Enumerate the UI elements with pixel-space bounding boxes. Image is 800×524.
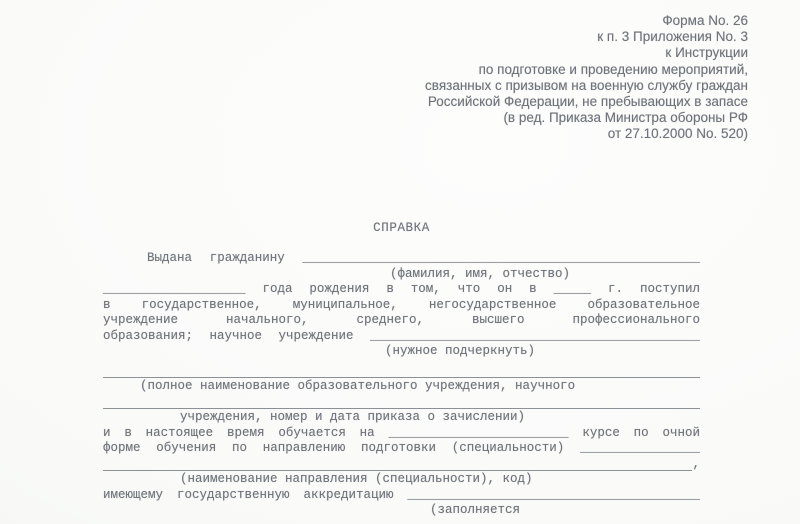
header-line: по подготовке и проведению мероприятий, xyxy=(478,61,748,77)
caption-institution-name-1: (полное наименование образовательного учреждения, научного xyxy=(140,379,576,393)
line-education-levels: учреждение начального, среднего, высшего профессионального xyxy=(103,313,700,327)
line-blank-comma xyxy=(103,457,700,473)
caption-institution-name-2: учреждения, номер и дата приказа о зачислении) xyxy=(180,410,526,424)
blank-field-line xyxy=(103,456,692,471)
header-line: к Инструкции xyxy=(665,45,748,61)
caption-fio: (фамилия, имя, отчество) xyxy=(390,266,571,281)
document-title: СПРАВКА xyxy=(373,221,430,235)
header-line: связанных с призывом на военную службу граждан xyxy=(425,77,748,93)
line-study-form: форме обучения по направлению подготовки (специальности) ________________ xyxy=(103,441,700,455)
caption-underline-needed: (нужное подчеркнуть) xyxy=(385,344,536,358)
blank-field-line xyxy=(103,394,700,409)
header-line: от 27.10.2000 No. 520) xyxy=(607,126,748,142)
header-line: к п. 3 Приложения No. 3 xyxy=(597,29,748,45)
form-header xyxy=(425,13,748,143)
header-line: Российской Федерации, не пребывающих в запасе xyxy=(427,94,748,110)
line-text: , xyxy=(692,456,700,471)
line-issued-to: Выдана гражданину _____________________________________________________ xyxy=(147,251,700,265)
form-body xyxy=(103,251,700,519)
line-accreditation: имеющему государственную аккредитацию _______________________________________ xyxy=(103,487,700,502)
line-blank-1 xyxy=(103,364,700,380)
caption-filled-in: (заполняется xyxy=(430,503,521,517)
line-birth-year: ___________________ года рождения в том, что он в _____ г. поступил xyxy=(103,282,700,296)
line-institution-types: в государственное, муниципальное, негосударственное образовательное xyxy=(103,297,700,312)
line-blank-2 xyxy=(103,395,700,411)
header-line: (в ред. Приказа Министра обороны РФ xyxy=(503,110,748,126)
line-science-institution: образования; научное учреждение ____________________________________________ xyxy=(103,328,700,343)
header-line: Форма No. 26 xyxy=(662,13,748,28)
caption-specialty-code: (наименование направления (специальности), код) xyxy=(180,472,533,486)
blank-field-line xyxy=(103,363,700,378)
line-current-course: и в настоящее время обучается на ________________________ курсе по очной xyxy=(103,425,700,440)
